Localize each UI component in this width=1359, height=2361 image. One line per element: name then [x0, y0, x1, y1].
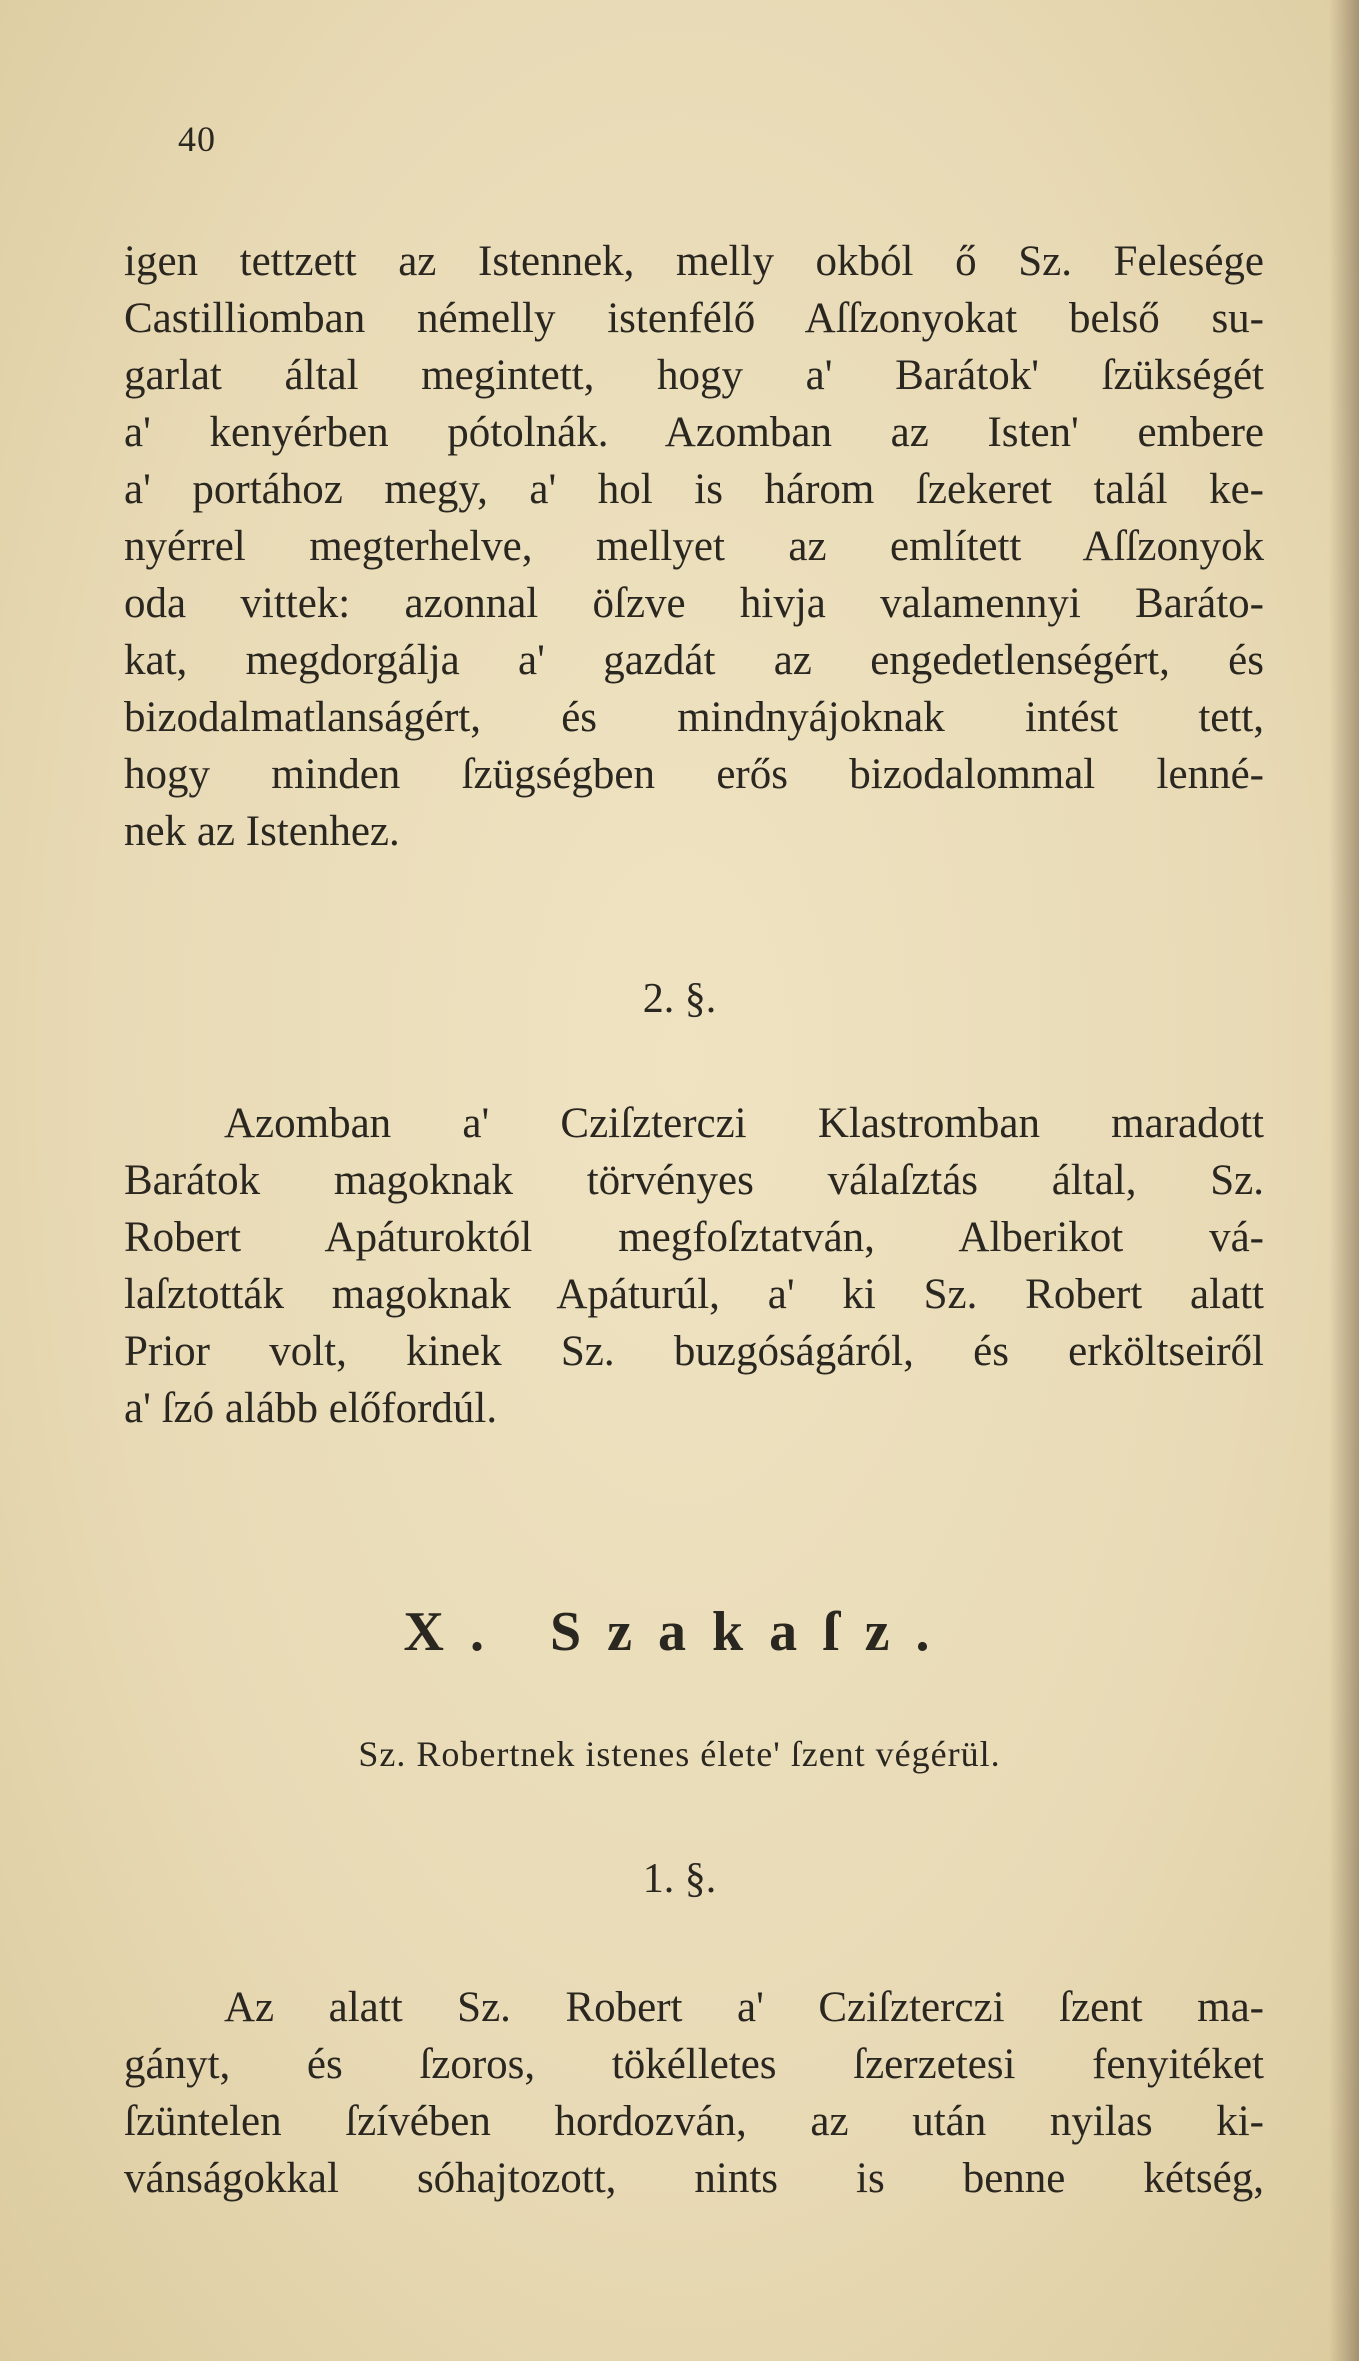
text-line: bizodalmatlanságért, és mindnyájoknak intést tett,	[124, 694, 1264, 741]
text-line: Azomban a' Cziſzterczi Klastromban maradott	[224, 1100, 1264, 1147]
paragraph-1	[124, 233, 1264, 860]
paragraph-2	[124, 1095, 1264, 1437]
section-2-heading: 2. §.	[642, 976, 717, 1022]
text-line: Prior volt, kinek Sz. buzgóságáról, és erköltseiről	[124, 1328, 1264, 1375]
text-line: Barátok magoknak törvényes válaſztás által, Sz.	[124, 1157, 1264, 1204]
chapter-title: X. Szakaſz.	[403, 1601, 956, 1663]
paragraph-3	[124, 1979, 1264, 2207]
text-line: Az alatt Sz. Robert a' Cziſzterczi ſzent ma-	[224, 1984, 1264, 2031]
chapter-subtitle: Sz. Robertnek istenes élete' ſzent végérül.	[358, 1734, 1001, 1774]
text-line: Castilliomban némelly istenfélő Aſſzonyokat belső su-	[124, 295, 1264, 342]
text-line: nyérrel megterhelve, mellyet az említett Aſſzonyok	[124, 523, 1264, 570]
text-line: igen tettzett az Istennek, melly okból ő Sz. Felesége	[124, 238, 1264, 285]
text-line: vánságokkal sóhajtozott, nints is benne kétség,	[124, 2155, 1264, 2202]
page-number: 40	[178, 119, 216, 159]
text-line: oda vittek: azonnal öſzve hivja valamennyi Baráto-	[124, 580, 1264, 627]
text-line: nek az Istenhez.	[124, 808, 400, 855]
text-line: a' ſzó alább előfordúl.	[124, 1385, 498, 1432]
text-line: ſzüntelen ſzívében hordozván, az után nyilas ki-	[124, 2098, 1264, 2145]
text-line: kat, megdorgálja a' gazdát az engedetlenségért, és	[124, 637, 1264, 684]
text-line: a' kenyérben pótolnák. Azomban az Isten' embere	[124, 409, 1264, 456]
text-line: garlat által megintett, hogy a' Barátok' ſzükségét	[124, 352, 1264, 399]
section-1-heading: 1. §.	[642, 1856, 717, 1902]
text-line: gányt, és ſzoros, tökélletes ſzerzetesi fenyitéket	[124, 2041, 1264, 2088]
text-line: Robert Apáturoktól megfoſztatván, Alberikot vá-	[124, 1214, 1264, 1261]
page-edge-shadow	[1329, 0, 1359, 2361]
text-line: a' portához megy, a' hol is három ſzekeret talál ke-	[124, 466, 1264, 513]
text-line: hogy minden ſzügségben erős bizodalommal lenné-	[124, 751, 1264, 798]
text-line: laſztották magoknak Apáturúl, a' ki Sz. Robert alatt	[124, 1271, 1264, 1318]
